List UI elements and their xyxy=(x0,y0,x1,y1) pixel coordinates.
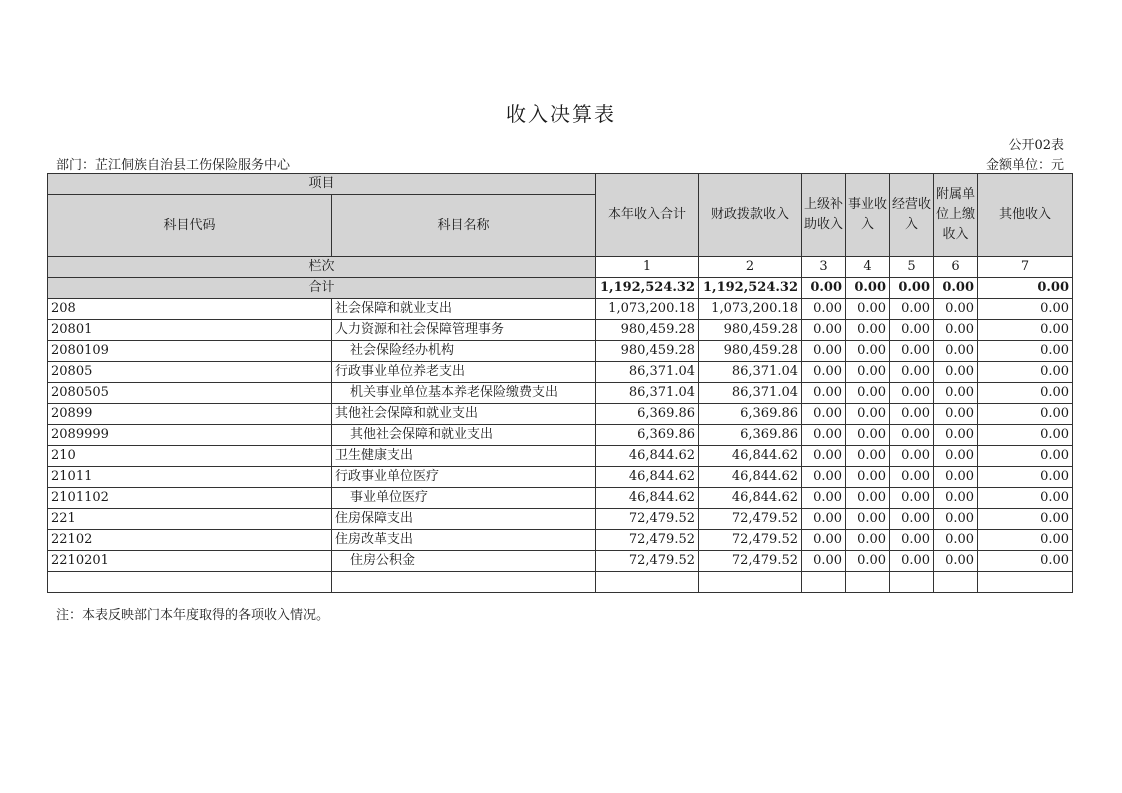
amount-cell: 0.00 xyxy=(802,509,846,530)
amount-cell: 0.00 xyxy=(934,446,978,467)
subject-name: 人力资源和社会保障管理事务 xyxy=(332,320,596,341)
amount-cell: 0.00 xyxy=(802,383,846,404)
amount-cell: 0.00 xyxy=(846,299,890,320)
total-value: 0.00 xyxy=(846,278,890,299)
page-title: 收入决算表 xyxy=(506,102,616,126)
amount-cell: 0.00 xyxy=(890,467,934,488)
empty-cell xyxy=(332,572,596,593)
subject-name: 行政事业单位医疗 xyxy=(332,467,596,488)
total-value: 0.00 xyxy=(934,278,978,299)
table-row xyxy=(48,467,1073,488)
header-business: 事业收入 xyxy=(846,174,890,257)
subject-code: 210 xyxy=(48,446,332,467)
header-total: 本年收入合计 xyxy=(596,174,699,257)
amount-cell: 72,479.52 xyxy=(699,551,802,572)
amount-cell: 0.00 xyxy=(802,530,846,551)
amount-cell: 0.00 xyxy=(802,446,846,467)
total-value: 0.00 xyxy=(802,278,846,299)
empty-cell xyxy=(934,572,978,593)
amount-cell: 0.00 xyxy=(890,509,934,530)
amount-cell: 0.00 xyxy=(890,404,934,425)
amount-cell: 0.00 xyxy=(978,467,1073,488)
subject-name: 其他社会保障和就业支出 xyxy=(332,404,596,425)
amount-cell: 0.00 xyxy=(978,383,1073,404)
amount-cell: 0.00 xyxy=(890,383,934,404)
table-row xyxy=(48,488,1073,509)
subject-code: 2089999 xyxy=(48,425,332,446)
amount-cell: 0.00 xyxy=(934,299,978,320)
header-fiscal: 财政拨款收入 xyxy=(699,174,802,257)
empty-row xyxy=(48,572,1073,593)
amount-cell: 0.00 xyxy=(934,530,978,551)
amount-cell: 0.00 xyxy=(890,299,934,320)
table-row xyxy=(48,383,1073,404)
table-row xyxy=(48,341,1073,362)
subject-code: 221 xyxy=(48,509,332,530)
amount-cell: 0.00 xyxy=(978,341,1073,362)
total-value: 0.00 xyxy=(890,278,934,299)
amount-cell: 6,369.86 xyxy=(596,425,699,446)
amount-cell: 0.00 xyxy=(802,551,846,572)
footnote: 注：本表反映部门本年度取得的各项收入情况。 xyxy=(56,608,330,623)
amount-cell: 0.00 xyxy=(934,425,978,446)
amount-cell: 46,844.62 xyxy=(699,467,802,488)
subject-code: 2080505 xyxy=(48,383,332,404)
table-row xyxy=(48,320,1073,341)
empty-cell xyxy=(978,572,1073,593)
total-value: 0.00 xyxy=(978,278,1073,299)
empty-cell xyxy=(802,572,846,593)
column-number: 6 xyxy=(934,257,978,278)
empty-cell xyxy=(596,572,699,593)
amount-cell: 0.00 xyxy=(846,341,890,362)
amount-cell: 46,844.62 xyxy=(596,446,699,467)
form-number: 公开02表 xyxy=(1008,138,1064,153)
empty-cell xyxy=(699,572,802,593)
amount-cell: 86,371.04 xyxy=(699,362,802,383)
amount-cell: 980,459.28 xyxy=(699,341,802,362)
header-superior: 上级补助收入 xyxy=(802,174,846,257)
column-number: 1 xyxy=(596,257,699,278)
amount-cell: 86,371.04 xyxy=(596,383,699,404)
amount-cell: 0.00 xyxy=(846,467,890,488)
subject-name: 卫生健康支出 xyxy=(332,446,596,467)
empty-cell xyxy=(890,572,934,593)
table-row xyxy=(48,551,1073,572)
amount-cell: 0.00 xyxy=(978,488,1073,509)
department-label: 部门：芷江侗族自治县工伤保险服务中心 xyxy=(56,158,291,173)
amount-cell: 72,479.52 xyxy=(596,530,699,551)
amount-cell: 0.00 xyxy=(802,320,846,341)
amount-unit-label: 金额单位：元 xyxy=(985,158,1064,173)
table-body xyxy=(48,299,1073,593)
amount-cell: 0.00 xyxy=(890,362,934,383)
header-operation: 经营收入 xyxy=(890,174,934,257)
amount-cell: 0.00 xyxy=(802,488,846,509)
amount-cell: 0.00 xyxy=(890,425,934,446)
amount-cell: 0.00 xyxy=(978,425,1073,446)
amount-cell: 0.00 xyxy=(846,383,890,404)
amount-cell: 0.00 xyxy=(978,551,1073,572)
table-row xyxy=(48,509,1073,530)
amount-cell: 0.00 xyxy=(934,467,978,488)
amount-cell: 0.00 xyxy=(934,320,978,341)
total-row-label: 合计 xyxy=(48,278,596,299)
amount-cell: 0.00 xyxy=(846,509,890,530)
subject-name: 住房公积金 xyxy=(332,551,596,572)
subject-code: 2101102 xyxy=(48,488,332,509)
amount-cell: 0.00 xyxy=(846,446,890,467)
subject-code: 20899 xyxy=(48,404,332,425)
amount-cell: 1,073,200.18 xyxy=(699,299,802,320)
amount-cell: 0.00 xyxy=(934,383,978,404)
amount-cell: 0.00 xyxy=(934,551,978,572)
header-code: 科目代码 xyxy=(48,195,332,257)
amount-cell: 6,369.86 xyxy=(699,425,802,446)
amount-cell: 0.00 xyxy=(978,509,1073,530)
amount-cell: 46,844.62 xyxy=(596,467,699,488)
amount-cell: 6,369.86 xyxy=(596,404,699,425)
amount-cell: 0.00 xyxy=(802,299,846,320)
total-value: 1,192,524.32 xyxy=(699,278,802,299)
subject-name: 社会保险经办机构 xyxy=(332,341,596,362)
table-row xyxy=(48,446,1073,467)
income-table xyxy=(47,173,1073,593)
amount-cell: 0.00 xyxy=(846,488,890,509)
amount-cell: 980,459.28 xyxy=(596,320,699,341)
amount-cell: 0.00 xyxy=(890,446,934,467)
amount-cell: 0.00 xyxy=(846,362,890,383)
subject-name: 其他社会保障和就业支出 xyxy=(332,425,596,446)
amount-cell: 72,479.52 xyxy=(596,509,699,530)
amount-cell: 0.00 xyxy=(934,488,978,509)
header-project: 项目 xyxy=(48,174,596,195)
subject-code: 2210201 xyxy=(48,551,332,572)
header-other: 其他收入 xyxy=(978,174,1073,257)
amount-cell: 0.00 xyxy=(846,425,890,446)
subject-code: 21011 xyxy=(48,467,332,488)
amount-cell: 0.00 xyxy=(846,320,890,341)
subject-name: 社会保障和就业支出 xyxy=(332,299,596,320)
column-number: 4 xyxy=(846,257,890,278)
amount-cell: 0.00 xyxy=(890,488,934,509)
amount-cell: 0.00 xyxy=(934,362,978,383)
amount-cell: 0.00 xyxy=(890,320,934,341)
amount-cell: 72,479.52 xyxy=(596,551,699,572)
subject-code: 2080109 xyxy=(48,341,332,362)
amount-cell: 0.00 xyxy=(802,341,846,362)
total-value: 1,192,524.32 xyxy=(596,278,699,299)
amount-cell: 0.00 xyxy=(846,404,890,425)
column-number: 5 xyxy=(890,257,934,278)
amount-cell: 46,844.62 xyxy=(699,488,802,509)
subject-code: 20805 xyxy=(48,362,332,383)
subject-code: 208 xyxy=(48,299,332,320)
table-row xyxy=(48,404,1073,425)
amount-cell: 0.00 xyxy=(802,404,846,425)
column-number: 3 xyxy=(802,257,846,278)
table-row xyxy=(48,425,1073,446)
amount-cell: 0.00 xyxy=(846,530,890,551)
amount-cell: 980,459.28 xyxy=(596,341,699,362)
amount-cell: 86,371.04 xyxy=(699,383,802,404)
table-row xyxy=(48,362,1073,383)
subject-code: 20801 xyxy=(48,320,332,341)
column-number: 2 xyxy=(699,257,802,278)
table-row xyxy=(48,299,1073,320)
amount-cell: 72,479.52 xyxy=(699,509,802,530)
amount-cell: 0.00 xyxy=(978,299,1073,320)
amount-cell: 0.00 xyxy=(846,551,890,572)
subject-name: 机关事业单位基本养老保险缴费支出 xyxy=(332,383,596,404)
amount-cell: 72,479.52 xyxy=(699,530,802,551)
empty-cell xyxy=(48,572,332,593)
amount-cell: 1,073,200.18 xyxy=(596,299,699,320)
amount-cell: 0.00 xyxy=(978,320,1073,341)
amount-cell: 0.00 xyxy=(802,362,846,383)
subject-code: 22102 xyxy=(48,530,332,551)
amount-cell: 0.00 xyxy=(890,530,934,551)
amount-cell: 980,459.28 xyxy=(699,320,802,341)
subject-name: 住房保障支出 xyxy=(332,509,596,530)
header-affiliated: 附属单位上缴收入 xyxy=(934,174,978,257)
column-number-label: 栏次 xyxy=(48,257,596,278)
amount-cell: 0.00 xyxy=(934,341,978,362)
subject-name: 行政事业单位养老支出 xyxy=(332,362,596,383)
amount-cell: 0.00 xyxy=(978,446,1073,467)
amount-cell: 46,844.62 xyxy=(699,446,802,467)
amount-cell: 0.00 xyxy=(802,467,846,488)
header-name: 科目名称 xyxy=(332,195,596,257)
subject-name: 事业单位医疗 xyxy=(332,488,596,509)
amount-cell: 0.00 xyxy=(802,425,846,446)
amount-cell: 0.00 xyxy=(978,362,1073,383)
amount-cell: 46,844.62 xyxy=(596,488,699,509)
amount-cell: 0.00 xyxy=(890,551,934,572)
amount-cell: 86,371.04 xyxy=(596,362,699,383)
table-row xyxy=(48,530,1073,551)
amount-cell: 0.00 xyxy=(934,509,978,530)
amount-cell: 0.00 xyxy=(934,404,978,425)
column-number: 7 xyxy=(978,257,1073,278)
amount-cell: 0.00 xyxy=(978,530,1073,551)
amount-cell: 0.00 xyxy=(978,404,1073,425)
subject-name: 住房改革支出 xyxy=(332,530,596,551)
empty-cell xyxy=(846,572,890,593)
amount-cell: 6,369.86 xyxy=(699,404,802,425)
amount-cell: 0.00 xyxy=(890,341,934,362)
